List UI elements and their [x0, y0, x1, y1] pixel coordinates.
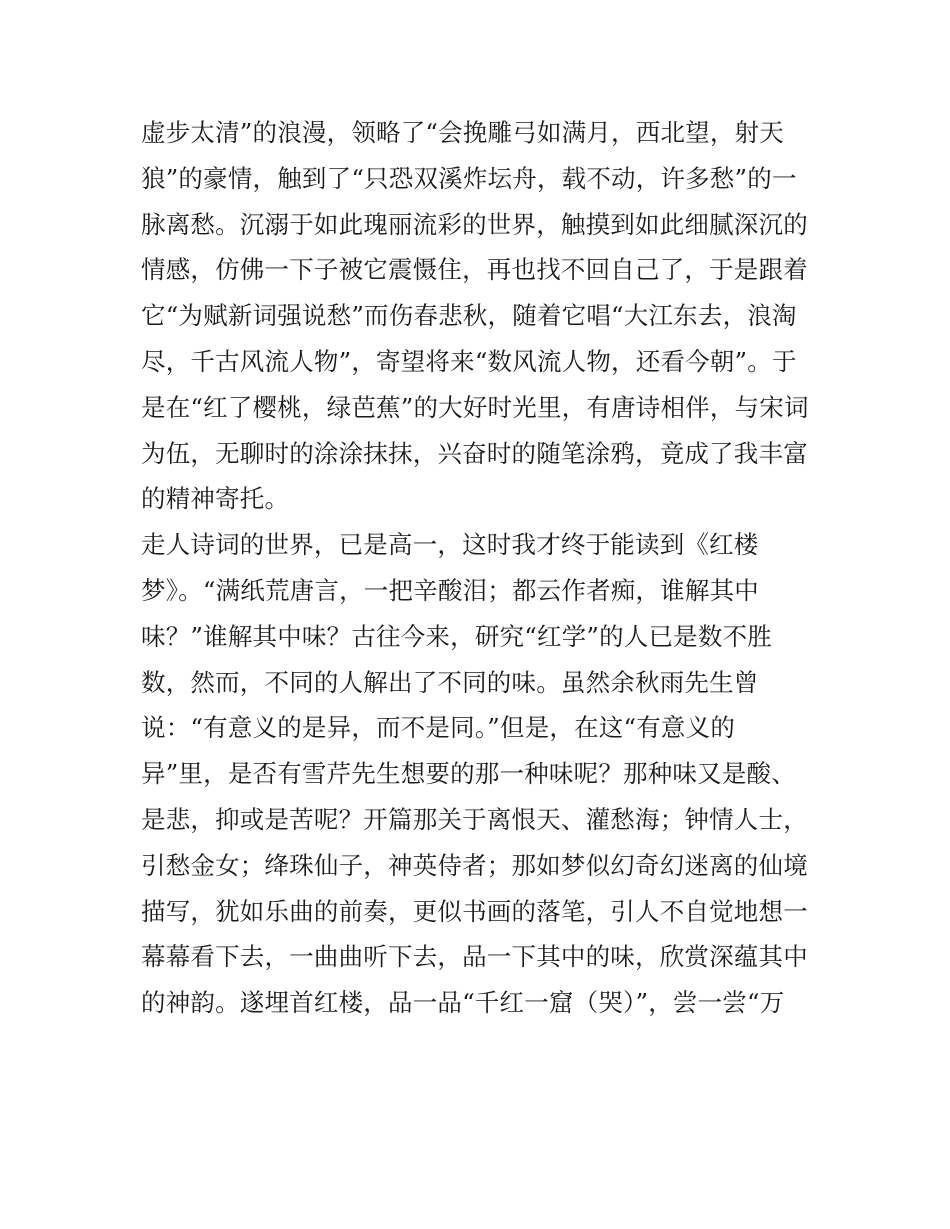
text-line: 虚步太清”的浪漫，领略了“会挽雕弓如满月，西北望，射天: [141, 118, 784, 147]
text-line: 是悲，抑或是苦呢？开篇那关于离恨天、灌愁海；钟情人士，: [141, 804, 808, 834]
text-line: 是在“红了樱桃，绿芭蕉”的大好时光里，有唐诗相伴，与宋词: [141, 392, 809, 422]
text-line: 狼”的豪情，触到了“只恐双溪炸坛舟，载不动，许多愁”的一: [141, 163, 797, 193]
document-body: [141, 110, 841, 1026]
text-line: 为伍，无聊时的涂涂抹抹，兴奋时的随笔涂鸦，竟成了我丰富: [141, 438, 808, 468]
text-line: 引愁金女；绛珠仙子，神英侍者；那如梦似幻奇幻迷离的仙境: [141, 850, 808, 880]
text-line: 数，然而，不同的人解出了不同的味。虽然余秋雨先生曾: [141, 667, 759, 697]
text-line: 尽，千古风流人物”，寄望将来“数风流人物，还看今朝”。于: [141, 346, 797, 376]
text-line: 的精神寄托。: [141, 484, 290, 514]
text-line: 味？”谁解其中味？古往今来，研究“红学”的人已是数不胜: [141, 621, 772, 651]
text-line: 脉离愁。沉溺于如此瑰丽流彩的世界，触摸到如此细腻深沉的: [141, 209, 808, 239]
text-line: 的神韵。遂埋首红楼，品一品“千红一窟（哭）”，尝一尝“万: [141, 988, 785, 1018]
text-line: 异”里，是否有雪芹先生想要的那一种味呢？那种味又是酸、: [141, 759, 796, 789]
text-line: 梦》。“满纸荒唐言，一把辛酸泪；都云作者痴，谁解其中: [141, 575, 759, 605]
text-line: 走人诗词的世界，已是高一，这时我才终于能读到《红楼: [141, 530, 759, 560]
text-line: 描写，犹如乐曲的前奏，更似书画的落笔，引人不自觉地想一: [141, 896, 808, 926]
text-line: 它“为赋新词强说愁”而伤春悲秋，随着它唱“大江东去，浪淘: [141, 301, 797, 331]
text-line: 情感，仿佛一下子被它震慑住，再也找不回自己了，于是跟着: [141, 255, 808, 285]
text-line: 幕幕看下去，一曲曲听下去，品一下其中的味，欣赏深蕴其中: [141, 942, 808, 972]
text-line: 说：“有意义的是异，而不是同。”但是，在这“有意义的: [141, 713, 736, 743]
